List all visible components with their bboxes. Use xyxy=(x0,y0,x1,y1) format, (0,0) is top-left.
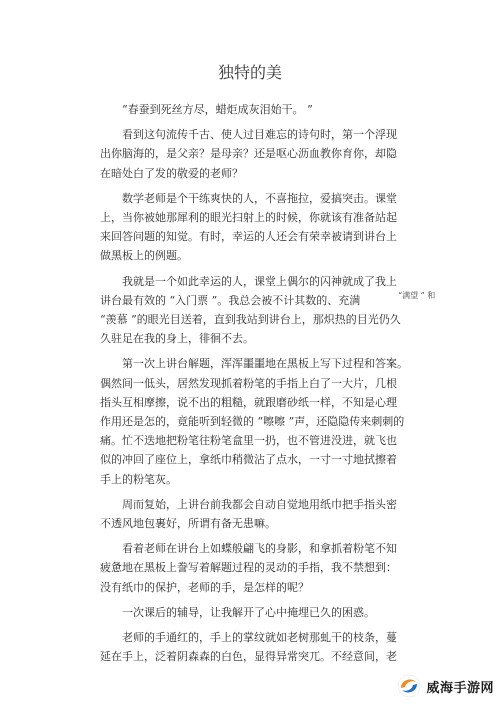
text-line: 周而复始，上讲台前我都会自动自觉地用纸巾把手指头密 xyxy=(122,497,397,511)
paragraph xyxy=(100,495,410,533)
paragraph xyxy=(100,628,410,666)
margin-note: “满望 ” 和 xyxy=(398,291,436,300)
text-line: 没有纸巾的保护，老师的手，是怎样的呢？ xyxy=(100,580,309,594)
watermark xyxy=(396,670,494,702)
text-line: 似的冲回了座位上，拿纸巾稍微沾了点水，一寸一寸地拭擦着 xyxy=(100,453,397,467)
text-line: 数学老师是个干练爽快的人，不喜拖拉，爱搞突击。课堂 xyxy=(122,191,397,205)
text-line: 第一次上讲台解题，浑浑噩噩地在黑板上写下过程和答案。 xyxy=(122,357,408,371)
text-line: 上，当你被她那犀利的眼光扫射上的时候，你就该有准备站起 xyxy=(100,211,397,225)
text-line: 看着老师在讲台上如蝶般翩飞的身影，和拿抓着粉笔不知 xyxy=(122,542,397,556)
text-line: 做黑板上的例题。 xyxy=(100,249,188,263)
text-line: 延在手上，泛着阴森森的白色，显得异常突兀。不经意间，老 xyxy=(100,650,397,664)
text-line: 讲台最有效的 “入门票 ”。我总会被不计其数的、充满 xyxy=(100,293,361,307)
watermark-text: 威海手游网 xyxy=(426,680,494,696)
paragraph xyxy=(100,603,410,622)
text-line: 老师的手通红的，手上的掌纹就如老树那虬干的枝条，蔓 xyxy=(122,631,397,645)
text-line: 我就是一个如此幸运的人，课堂上偶尔的闪神就成了我上 xyxy=(122,274,397,288)
text-line: 来回答问题的知觉。有时，幸运的人还会有荣幸被请到讲台上 xyxy=(100,230,397,244)
text-line: 作用还是怎的，竟能听到轻微的 “嚓嚓 ”声，还隐隐传来刺刺的 xyxy=(100,415,405,429)
text-line: “春蚕到死丝方尽，蜡炬成灰泪始干。 ” xyxy=(122,103,313,116)
paragraph xyxy=(100,100,410,119)
paragraph xyxy=(100,125,410,183)
paragraph xyxy=(100,189,410,266)
article-title: 独特的美 xyxy=(217,63,282,82)
text-line: 在暗处白了发的敬爱的老师？ xyxy=(100,166,243,180)
swirl-logo-icon xyxy=(396,673,422,699)
text-line: 久驻足在我的身上，徘徊不去。 xyxy=(100,332,254,346)
paragraph xyxy=(100,354,410,488)
text-line: 痛。忙不迭地把粉笔往粉笔盒里一扔，也不管进没进，就飞也 xyxy=(100,434,397,448)
text-line: 指头互相摩擦，说不出的粗糙，就跟磨砂纸一样，不知是心理 xyxy=(100,395,397,409)
article-body xyxy=(100,100,410,672)
text-line: 疲惫地在黑板上誊写着解题过程的灵动的手指，我不禁想到： xyxy=(100,561,397,575)
text-line: 出你脑海的，是父亲？是母亲？还是呕心沥血教你育你，却隐 xyxy=(100,147,397,161)
text-line: 不透风地包裹好，所谓有备无患嘛。 xyxy=(100,517,276,531)
paragraph xyxy=(100,272,410,349)
text-line: 看到这句流传千古、使人过目难忘的诗句时，第一个浮现 xyxy=(122,128,397,142)
text-line: 偶然间一低头，居然发现抓着粉笔的手指上白了一大片，几根 xyxy=(100,376,397,390)
text-line: 手上的粉笔灰。 xyxy=(100,472,177,486)
paragraph xyxy=(100,539,410,597)
text-line: “羡慕 ”的眼光目送着，直到我站到讲台上，那炽热的目光仍久 xyxy=(100,313,401,327)
text-line: 一次课后的辅导，让我解开了心中掩埋已久的困惑。 xyxy=(122,605,375,619)
